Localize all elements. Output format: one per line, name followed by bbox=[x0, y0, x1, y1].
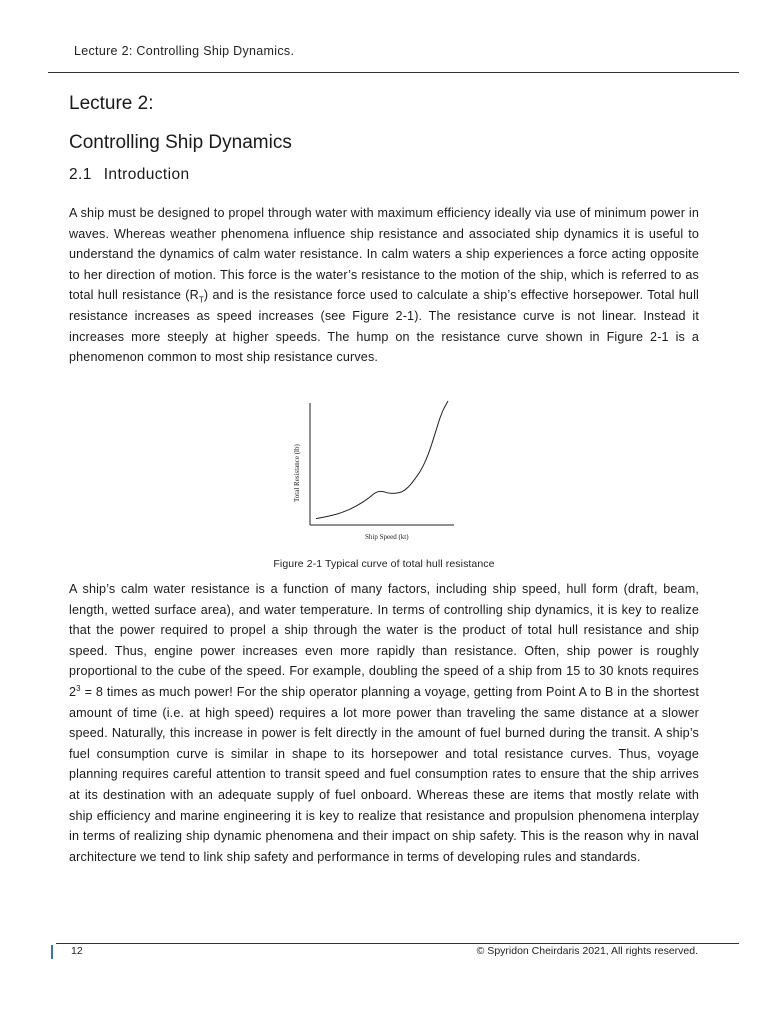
resistance-curve bbox=[316, 401, 448, 519]
intro-text-part1: A ship must be designed to propel through water with maximum efficiency ideally via use of minimum power in waves. Whereas weather phenomena influence ship resistance and associated ship dynamics it is useful to understand the dynamics of calm water resistance. In calm waters a ship experiences a force acting opposite to her direction of motion. This force is the water’s resistance to the motion of the ship, which is referred to as total hull resistance (R bbox=[69, 206, 699, 303]
running-header: Lecture 2: Controlling Ship Dynamics. bbox=[74, 44, 295, 58]
page-number: 12 bbox=[71, 945, 83, 957]
resistance-figure bbox=[288, 397, 458, 547]
body-text-part2: = 8 times as much power! For the ship operator planning a voyage, getting from Point A to B in the shortest amount of time (i.e. at high speed) requires a lot more power than traveling the same distance at a slower speed. Naturally, this increase in power is felt directly in the amount of fuel burned during the transit. A ship’s fuel consumption curve is similar in shape to its horsepower and total resistance curves. Thus, voyage planning requires careful attention to transit speed and fuel consumption rates to ensure that the ship arrives at its destination with an adequate supply of fuel onboard. Whereas these are items that mostly relate with ship efficiency and marine engineering it is key to realize that resistance and propulsion phenomena interplay in terms of realizing ship dynamic phenomena and their impact on ship safety. This is the reason why in naval architecture we tend to link ship safety and performance in terms of developing rules and standards. bbox=[69, 684, 699, 864]
section-heading bbox=[69, 166, 190, 184]
body-text-part1: A ship’s calm water resistance is a function of many factors, including ship speed, hull form (draft, beam, length, wetted surface area), and water temperature. In terms of controlling ship dynamics, it is key to realize that the power required to propel a ship through the water is the product of total hull resistance and ship speed. Thus, engine power increases even more rapidly than resistance. Often, ship power is roughly proportional to the cube of the speed. For example, doubling the speed of a ship from 15 to 30 knots requires 2 bbox=[69, 582, 699, 699]
footer-marker bbox=[51, 945, 53, 959]
header-divider bbox=[48, 72, 739, 73]
body-paragraph bbox=[69, 579, 699, 867]
section-number: 2.1 bbox=[69, 166, 92, 183]
resistance-subscript: T bbox=[198, 295, 204, 305]
copyright-notice: © Spyridon Cheirdaris 2021, All rights reserved. bbox=[476, 945, 698, 957]
intro-paragraph bbox=[69, 203, 699, 368]
figure-caption: Figure 2-1 Typical curve of total hull resistance bbox=[273, 558, 495, 570]
lecture-title: Controlling Ship Dynamics bbox=[69, 132, 292, 153]
x-axis-label: Ship Speed (kt) bbox=[365, 533, 409, 541]
y-axis-label: Total Resistance (lb) bbox=[293, 444, 301, 502]
section-title: Introduction bbox=[103, 166, 190, 183]
resistance-chart bbox=[288, 397, 458, 547]
intro-text-part2: ) and is the resistance force used to calculate a ship’s effective horsepower. Total hull resistance increases as speed increases (see Figure 2-1). The resistance curve is not linear. Instead it increases more steeply at higher speeds. The hump on the resistance curve shown in Figure 2-1 is a phenomenon common to most ship resistance curves. bbox=[69, 288, 699, 365]
lecture-label: Lecture 2: bbox=[69, 93, 154, 114]
power-exponent: 3 bbox=[76, 683, 81, 693]
footer-divider bbox=[56, 943, 739, 944]
